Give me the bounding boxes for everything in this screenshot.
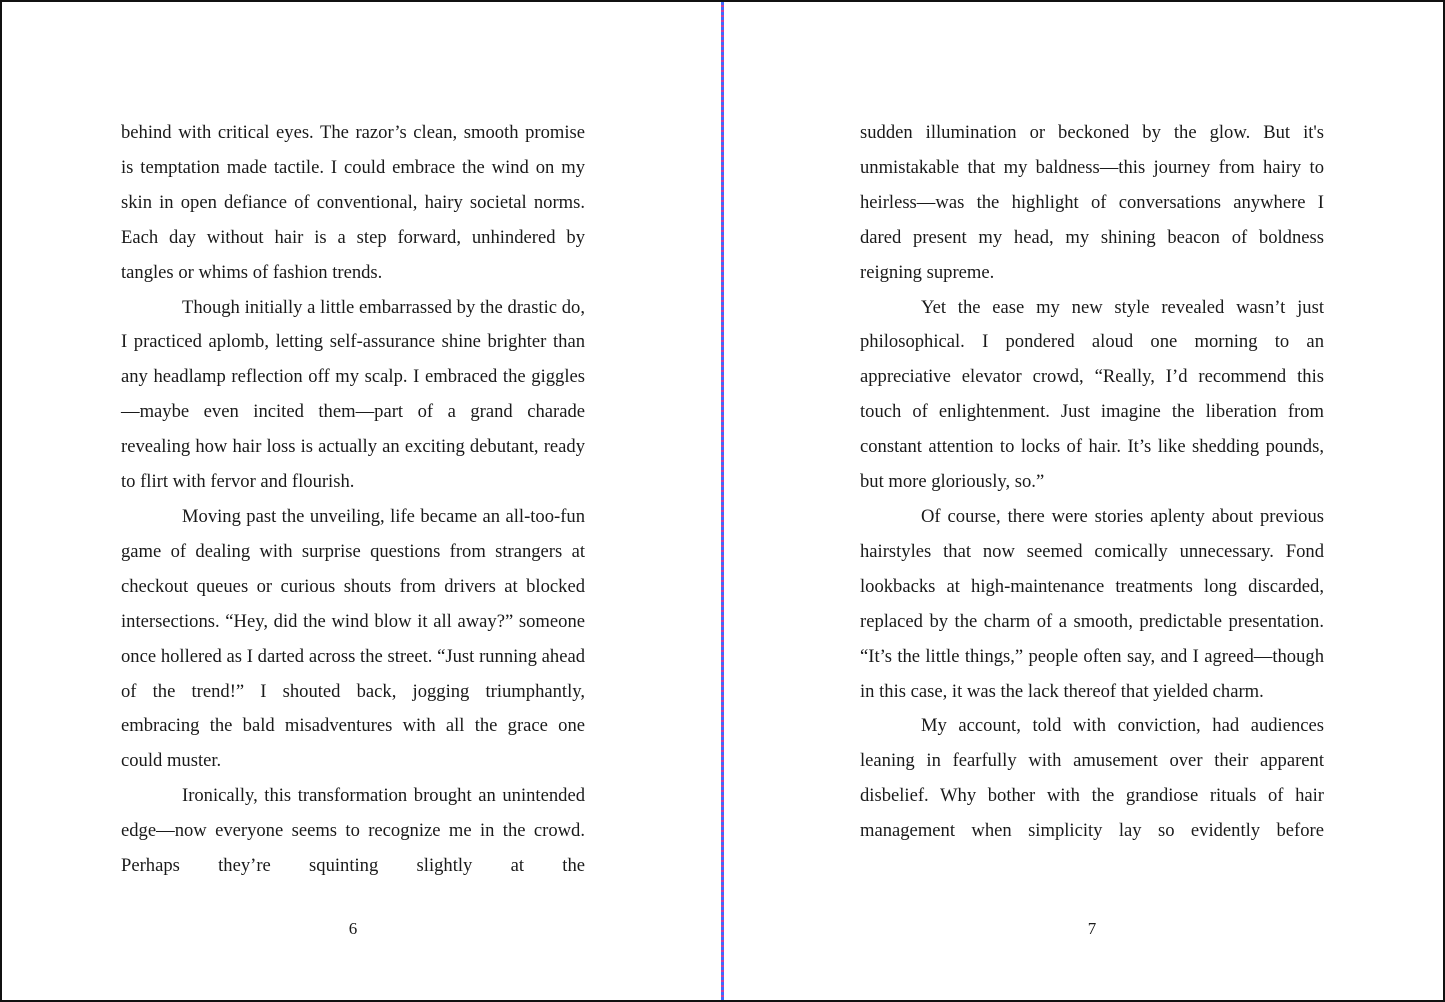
page-number: 7 [1087, 919, 1097, 938]
paragraph: behind with critical eyes. The razor’s clean, smooth promise is temptation made tactile. I could embrace the wind on my skin in open defiance of conventional, hairy societal norms. Each day without hair is a step forward, unhindered by tangles or whims of fashion trends. [121, 122, 585, 283]
page-number: 6 [348, 919, 358, 938]
paragraph: Ironically, this transformation brought an unintended edge—now everyone seems to recognize me in the crowd. Perhaps they’re squinting slightly at the [121, 785, 585, 877]
paragraph: Yet the ease my new style revealed wasn’t just philosophical. I pondered aloud one morning to an appreciative elevator crowd, “Really, I’d recommend this touch of enlightenment. Just imagine the liberation from constant attention to locks of hair. It’s like shedding pounds, but more gloriously, so.” [860, 296, 1324, 493]
paragraph: sudden illumination or beckoned by the glow. But it's unmistakable that my baldness—this journey from hairy to heirless—was the highlight of conversations anywhere I dared present my head, my shining beacon of boldness reigning supreme. [860, 122, 1324, 283]
paragraph: Though initially a little embarrassed by the drastic do, I practiced aplomb, letting self-assurance shine brighter than any headlamp reflection off my scalp. I embraced the giggles—maybe even incited them—part of a grand charade revealing how hair loss is actually an exciting debutant, ready to flirt with fervor and flourish. [121, 296, 585, 493]
left-page-text [121, 116, 585, 884]
right-page [724, 2, 1443, 1000]
paragraph: Of course, there were stories aplenty about previous hairstyles that now seemed comically unnecessary. Fond lookbacks at high-maintenance treatments long discarded, replaced by the charm of a smooth, predictable presentation. “It’s the little things,” people often say, and I agreed—though in this case, it was the lack thereof that yielded charm. [860, 505, 1324, 702]
left-page [2, 2, 721, 1000]
paragraph: Moving past the unveiling, life became an all-too-fun game of dealing with surprise questions from strangers at checkout queues or curious shouts from drivers at blocked intersections. “Hey, did the wind blow it all away?” someone once hollered as I darted across the street. “Just running ahead of the trend!” I shouted back, jogging triumphantly, embracing the bald misadventures with all the grace one could muster. [121, 505, 585, 772]
paragraph: My account, told with conviction, had audiences leaning in fearfully with amusement over their apparent disbelief. Why bother with the grandiose rituals of hair management when simplicity lay so evidently before [860, 715, 1324, 842]
right-page-text [860, 116, 1324, 849]
